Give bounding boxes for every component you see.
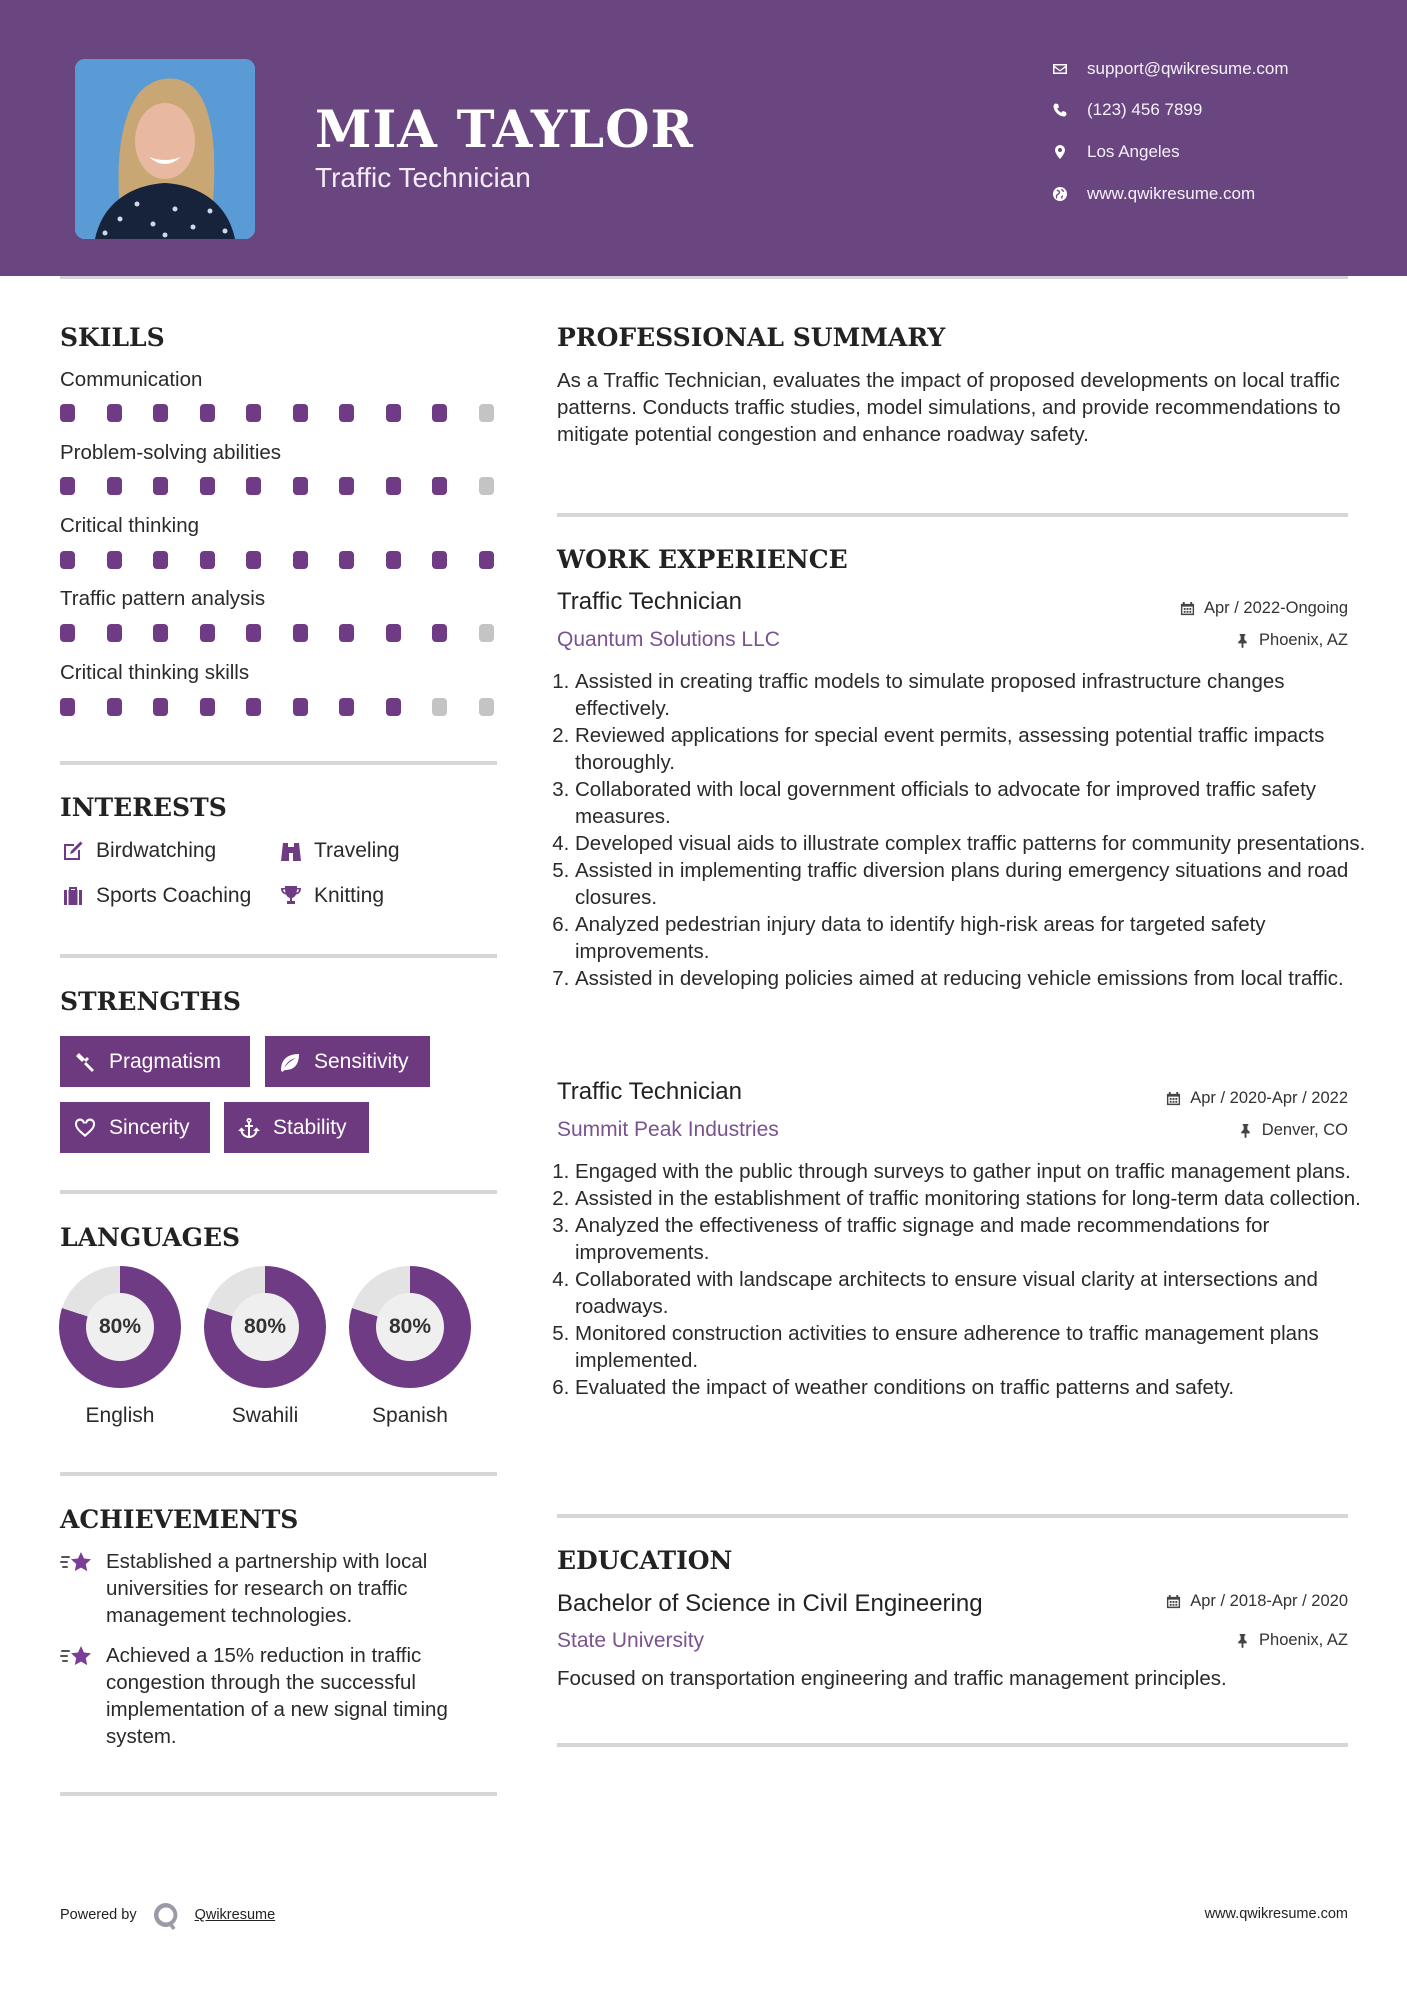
section-divider <box>557 1743 1348 1747</box>
rating-dot-filled <box>107 624 122 642</box>
interest-label: Knitting <box>314 884 385 907</box>
job-bullet: 6. Analyzed pedestrian injury data to identify high-risk areas for targeted safety improvements. <box>575 911 1375 965</box>
rating-dot-filled <box>386 624 401 642</box>
rating-dot-filled <box>386 551 401 569</box>
job-location: Denver, CO <box>1238 1121 1348 1140</box>
section-divider <box>60 761 497 765</box>
rating-dot-empty <box>479 404 494 422</box>
education-dates: Apr / 2018-Apr / 2020 <box>1166 1592 1348 1611</box>
briefcase-icon <box>60 883 86 909</box>
language-percent: 80% <box>231 1293 299 1361</box>
contact-location-text: Los Angeles <box>1087 142 1180 161</box>
job-bullet: 3. Collaborated with local government officials to advocate for improved traffic safety measures. <box>575 776 1375 830</box>
achievement-item: Established a partnership with local universities for research on traffic management technologies. <box>60 1548 500 1629</box>
rating-dot-filled <box>200 404 215 422</box>
skill-rating <box>60 698 494 716</box>
job-bullet: 3. Analyzed the effectiveness of traffic signage and made recommendations for improvements. <box>575 1212 1375 1266</box>
rating-dot-filled <box>107 477 122 495</box>
rating-dot-filled <box>339 404 354 422</box>
section-divider <box>60 1792 497 1796</box>
job-bullet: 6. Evaluated the impact of weather conditions on traffic patterns and safety. <box>575 1374 1375 1401</box>
strength-tag-sensitivity: Sensitivity <box>265 1036 430 1087</box>
skills-heading: SKILLS <box>60 323 165 352</box>
rating-dot-filled <box>293 477 308 495</box>
job-bullet: 1. Assisted in creating traffic models to simulate proposed infrastructure changes effectively. <box>575 668 1375 722</box>
contact-location <box>1050 140 1180 164</box>
interest-item <box>60 883 251 909</box>
education-heading: EDUCATION <box>557 1546 733 1575</box>
envelope-icon <box>1050 59 1070 79</box>
rating-dot-filled <box>60 551 75 569</box>
job-title: Traffic Technician <box>557 588 742 615</box>
job-bullet: 2. Reviewed applications for special event permits, assessing potential traffic impacts thoroughly. <box>575 722 1375 776</box>
trophy-icon <box>278 883 304 909</box>
pushpin-icon <box>1238 1123 1253 1138</box>
skill-label: Problem-solving abilities <box>60 441 282 464</box>
contact-email[interactable] <box>1050 57 1289 81</box>
rating-dot-filled <box>153 698 168 716</box>
achievements-list <box>60 1548 500 1750</box>
header-divider <box>60 276 1348 279</box>
rating-dot-filled <box>386 404 401 422</box>
footer-website[interactable]: www.qwikresume.com <box>1204 1906 1348 1922</box>
pushpin-icon <box>1235 1633 1250 1648</box>
job-bullet: 7. Assisted in developing policies aimed at reducing vehicle emissions from local traffic. <box>575 965 1375 992</box>
rating-dot-filled <box>386 698 401 716</box>
interest-label: Birdwatching <box>96 839 217 862</box>
language-name: English <box>85 1404 155 1427</box>
qwikresume-logo-icon <box>151 1900 181 1930</box>
section-divider <box>60 1190 497 1194</box>
anchor-icon <box>237 1116 261 1140</box>
skill-label: Communication <box>60 368 203 391</box>
contact-website[interactable] <box>1050 182 1255 206</box>
skill-rating <box>60 551 494 569</box>
profile-photo <box>75 59 255 239</box>
gavel-icon <box>73 1050 97 1074</box>
strengths-heading: STRENGTHS <box>60 987 241 1016</box>
rating-dot-filled <box>60 698 75 716</box>
rating-dot-filled <box>200 698 215 716</box>
job-location: Phoenix, AZ <box>1235 631 1348 650</box>
school-name: State University <box>557 1629 705 1652</box>
job-bullet: 1. Engaged with the public through surveys to gather input on traffic management plans. <box>575 1158 1375 1185</box>
education-description: Focused on transportation engineering and traffic management principles. <box>557 1667 1227 1690</box>
skill-label: Traffic pattern analysis <box>60 587 266 610</box>
rating-dot-filled <box>246 404 261 422</box>
calendar-icon <box>1180 601 1195 616</box>
rating-dot-filled <box>200 624 215 642</box>
rating-dot-empty <box>432 698 447 716</box>
job-bullet: 2. Assisted in the establishment of traffic monitoring stations for long-term data collection. <box>575 1185 1375 1212</box>
interest-item <box>278 838 400 864</box>
rating-dot-filled <box>246 698 261 716</box>
skill-rating <box>60 477 494 495</box>
company-name: Summit Peak Industries <box>557 1118 779 1141</box>
map-marker-icon <box>1050 142 1070 162</box>
candidate-name: MIA TAYLOR <box>315 100 694 160</box>
interests-heading: INTERESTS <box>60 793 227 822</box>
heart-icon <box>73 1116 97 1140</box>
achievements-heading: ACHIEVEMENTS <box>60 1505 299 1534</box>
language-item <box>349 1266 471 1428</box>
rating-dot-filled <box>479 551 494 569</box>
job-dates: Apr / 2022-Ongoing <box>1180 599 1348 618</box>
job-bullet: 4. Collaborated with landscape architects to ensure visual clarity at intersections and roadways. <box>575 1266 1375 1320</box>
contact-phone[interactable] <box>1050 98 1202 122</box>
summary-heading: PROFESSIONAL SUMMARY <box>557 323 946 352</box>
shooting-star-icon <box>60 1548 94 1629</box>
rating-dot-filled <box>153 551 168 569</box>
interest-item <box>278 883 384 909</box>
language-name: Swahili <box>231 1404 299 1427</box>
education-location: Phoenix, AZ <box>1235 1631 1348 1650</box>
section-divider <box>60 1472 497 1476</box>
rating-dot-filled <box>60 477 75 495</box>
job-bullet: 4. Developed visual aids to illustrate complex traffic patterns for community presentations. <box>575 830 1375 857</box>
rating-dot-filled <box>293 551 308 569</box>
job-title: Traffic Technician <box>557 1078 742 1105</box>
rating-dot-filled <box>432 404 447 422</box>
rating-dot-filled <box>339 477 354 495</box>
language-percent: 80% <box>376 1293 444 1361</box>
contact-phone-text: (123) 456 7899 <box>1087 100 1203 119</box>
rating-dot-filled <box>246 477 261 495</box>
rating-dot-filled <box>200 551 215 569</box>
contact-website-text: www.qwikresume.com <box>1087 184 1256 203</box>
rating-dot-filled <box>293 624 308 642</box>
calendar-icon <box>1166 1091 1181 1106</box>
section-divider <box>60 954 497 958</box>
strength-tag-sincerity: Sincerity <box>60 1102 210 1153</box>
section-divider <box>557 513 1348 517</box>
job-bullet: 5. Monitored construction activities to ensure adherence to traffic management plans implemented. <box>575 1320 1375 1374</box>
rating-dot-filled <box>339 698 354 716</box>
experience-heading: WORK EXPERIENCE <box>557 545 848 574</box>
languages-heading: LANGUAGES <box>60 1223 241 1252</box>
contact-email-text: support@qwikresume.com <box>1087 59 1289 78</box>
skill-rating <box>60 624 494 642</box>
binoculars-icon <box>278 838 304 864</box>
rating-dot-filled <box>432 477 447 495</box>
rating-dot-empty <box>479 624 494 642</box>
globe-icon <box>1050 184 1070 204</box>
degree-title: Bachelor of Science in Civil Engineering <box>557 1590 983 1617</box>
rating-dot-filled <box>60 624 75 642</box>
rating-dot-filled <box>293 698 308 716</box>
phone-icon <box>1050 100 1070 120</box>
shooting-star-icon <box>60 1642 94 1750</box>
rating-dot-filled <box>386 477 401 495</box>
rating-dot-filled <box>107 698 122 716</box>
interest-item <box>60 838 216 864</box>
rating-dot-filled <box>432 624 447 642</box>
rating-dot-filled <box>339 624 354 642</box>
rating-dot-empty <box>479 698 494 716</box>
rating-dot-filled <box>432 551 447 569</box>
languages-list <box>59 1266 471 1428</box>
language-progress-ring <box>349 1266 471 1388</box>
skill-label: Critical thinking <box>60 514 199 537</box>
leaf-icon <box>278 1050 302 1074</box>
rating-dot-filled <box>246 624 261 642</box>
rating-dot-filled <box>60 404 75 422</box>
strength-tag-pragmatism: Pragmatism <box>60 1036 250 1087</box>
rating-dot-filled <box>200 477 215 495</box>
language-progress-ring <box>204 1266 326 1388</box>
rating-dot-filled <box>107 404 122 422</box>
rating-dot-filled <box>153 624 168 642</box>
edit-icon <box>60 838 86 864</box>
language-item <box>204 1266 326 1428</box>
summary-text: As a Traffic Technician, evaluates the impact of proposed developments on local traffic patterns. Conducts traffic studies, model simulations, and provide recommendations to mitigate potential congestion and enhance roadway safety. <box>557 369 1341 446</box>
language-percent: 80% <box>86 1293 154 1361</box>
interest-label: Sports Coaching <box>96 884 252 907</box>
language-item <box>59 1266 181 1428</box>
rating-dot-filled <box>107 551 122 569</box>
skill-rating <box>60 404 494 422</box>
rating-dot-filled <box>246 551 261 569</box>
candidate-title: Traffic Technician <box>315 162 531 193</box>
rating-dot-filled <box>153 404 168 422</box>
job-dates: Apr / 2020-Apr / 2022 <box>1166 1089 1348 1108</box>
achievement-item: Achieved a 15% reduction in traffic congestion through the successful implementation of a new signal timing system. <box>60 1642 500 1750</box>
language-name: Spanish <box>372 1404 448 1427</box>
qwikresume-link[interactable]: Qwikresume <box>194 1907 276 1923</box>
rating-dot-filled <box>293 404 308 422</box>
rating-dot-filled <box>339 551 354 569</box>
skill-label: Critical thinking skills <box>60 661 250 684</box>
strength-tag-stability: Stability <box>224 1102 369 1153</box>
interest-label: Traveling <box>314 839 400 862</box>
rating-dot-filled <box>153 477 168 495</box>
footer-powered-by: Powered by Qwikresume <box>60 1900 275 1930</box>
rating-dot-empty <box>479 477 494 495</box>
job-bullet: 5. Assisted in implementing traffic diversion plans during emergency situations and road closures. <box>575 857 1375 911</box>
section-divider <box>557 1514 1348 1518</box>
job-bullets <box>557 1158 1375 1401</box>
person-photo-icon <box>75 59 255 239</box>
calendar-icon <box>1166 1594 1181 1609</box>
pushpin-icon <box>1235 633 1250 648</box>
company-name: Quantum Solutions LLC <box>557 628 780 651</box>
language-progress-ring <box>59 1266 181 1388</box>
job-bullets <box>557 668 1375 992</box>
